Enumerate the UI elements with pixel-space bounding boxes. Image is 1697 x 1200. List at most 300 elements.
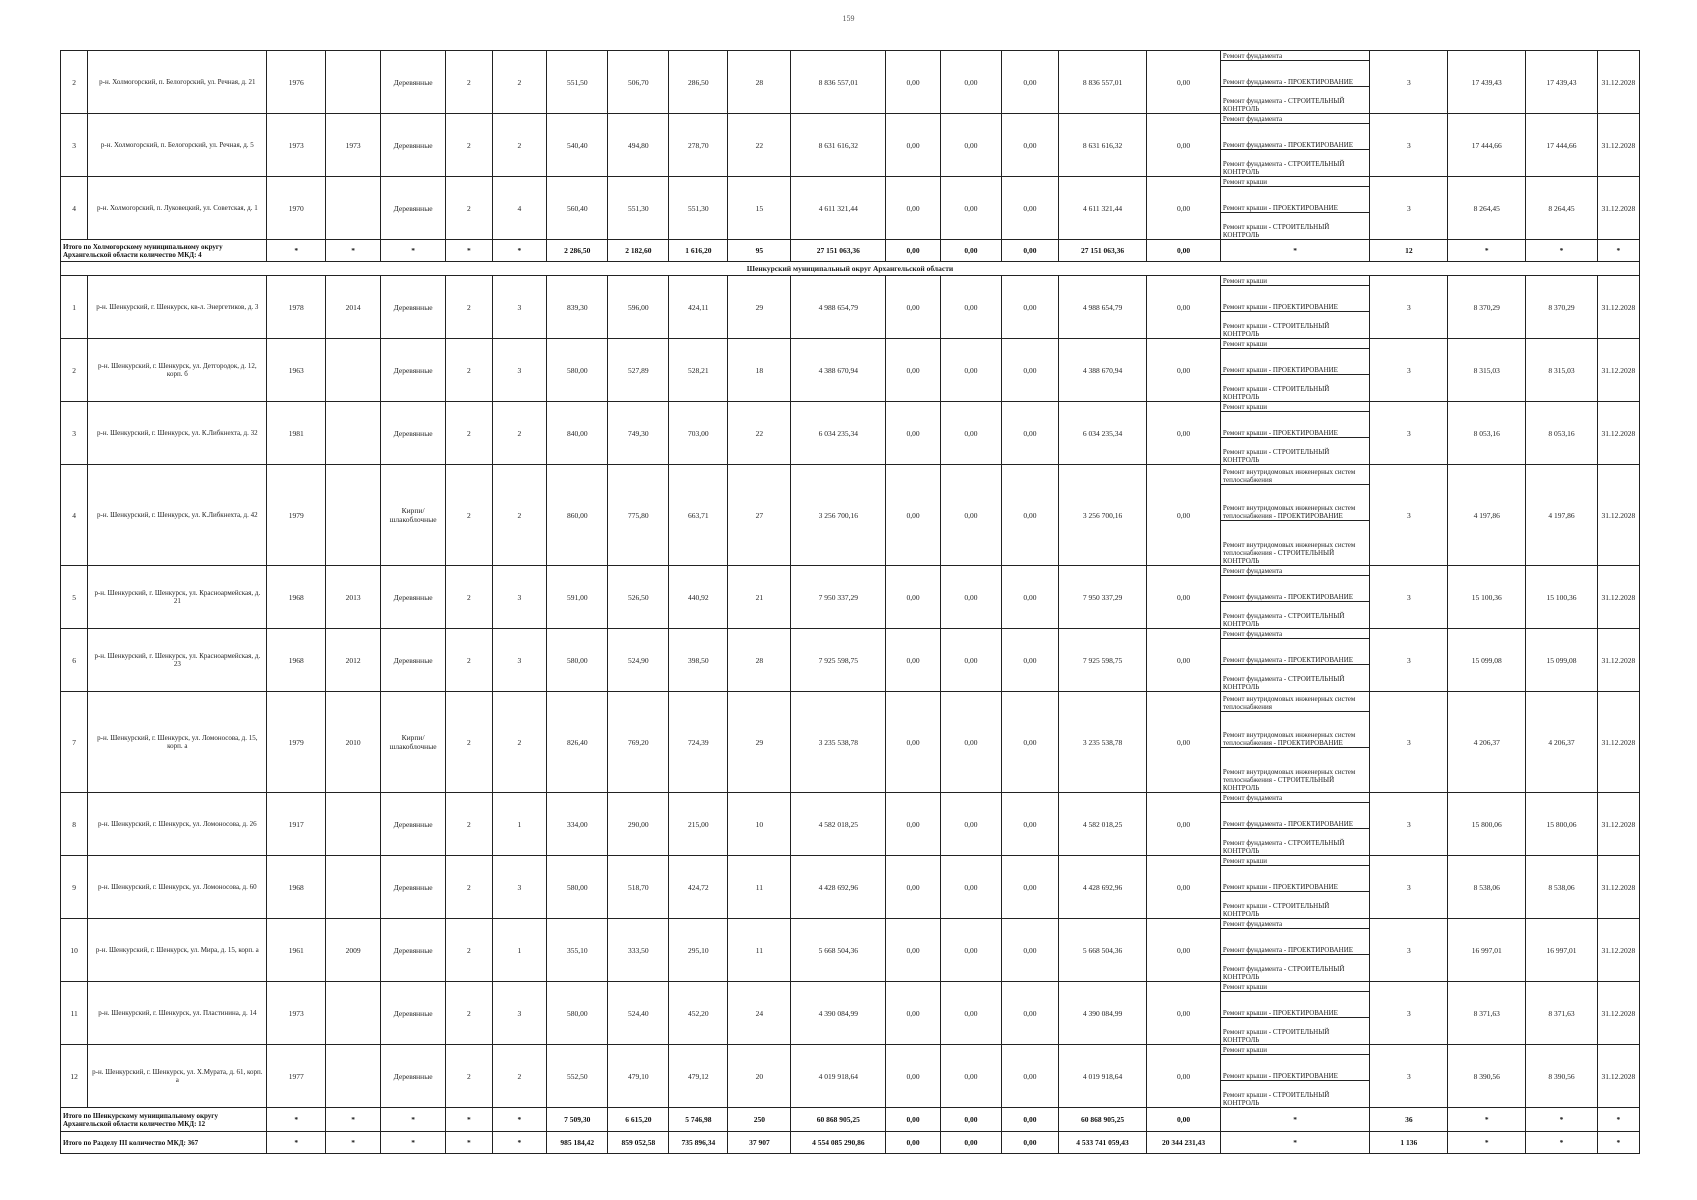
work-item: Ремонт крыши bbox=[1221, 982, 1369, 992]
table-row bbox=[61, 339, 1640, 402]
cell-area-living: 596,00 bbox=[608, 276, 669, 339]
works-list bbox=[1220, 51, 1369, 114]
cell-residents: 28 bbox=[728, 51, 791, 114]
cell-floors: 2 bbox=[446, 465, 492, 566]
total-other: 20 344 231,43 bbox=[1147, 1132, 1221, 1154]
cell-max-cost: 8 053,16 bbox=[1526, 402, 1598, 465]
cell-area-total: 334,00 bbox=[547, 793, 608, 856]
total-row bbox=[61, 1108, 1640, 1132]
cell-area-res: 424,72 bbox=[669, 856, 728, 919]
cell-stage: 3 bbox=[1370, 402, 1448, 465]
total-fund1: 0,00 bbox=[886, 1108, 941, 1132]
cell-address: р-н. Шенкурский, г. Шенкурск, ул. Ломоносова, д. 26 bbox=[88, 793, 267, 856]
cell-area-total: 580,00 bbox=[547, 629, 608, 692]
work-item: Ремонт внутридомовых инженерных систем теплоснабжения - СТРОИТЕЛЬНЫЙ КОНТРОЛЬ bbox=[1222, 541, 1356, 565]
cell-year-built: 1917 bbox=[267, 793, 326, 856]
cell-address: р-н. Шенкурский, г. Шенкурск, ул. Детгородок, д. 12, корп. б bbox=[88, 339, 267, 402]
cell-fund2: 0,00 bbox=[940, 51, 1001, 114]
total-dash: * bbox=[380, 1132, 445, 1154]
cell-fund2: 0,00 bbox=[940, 692, 1001, 793]
cell-wall: Деревянные bbox=[380, 793, 445, 856]
table-row bbox=[61, 793, 1640, 856]
work-item: Ремонт фундамента - ПРОЕКТИРОВАНИЕ bbox=[1221, 803, 1369, 829]
cell-address: р-н. Шенкурский, г. Шенкурск, ул. Пластинина, д. 14 bbox=[88, 982, 267, 1045]
cell-fund3: 0,00 bbox=[1001, 856, 1058, 919]
cell-own: 7 925 598,75 bbox=[1058, 629, 1146, 692]
cell-no: 10 bbox=[61, 919, 88, 982]
cell-own: 4 390 084,99 bbox=[1058, 982, 1146, 1045]
cell-residents: 18 bbox=[728, 339, 791, 402]
cell-cost-total: 8 836 557,01 bbox=[791, 51, 886, 114]
total-dash: * bbox=[1526, 1108, 1598, 1132]
cell-max-cost: 16 997,01 bbox=[1526, 919, 1598, 982]
cell-area-living: 526,50 bbox=[608, 566, 669, 629]
total-dash: * bbox=[446, 240, 492, 262]
cell-year-built: 1976 bbox=[267, 51, 326, 114]
work-item: Ремонт фундамента bbox=[1221, 919, 1369, 929]
cell-wall: Кирпи/шлакоблочные bbox=[380, 465, 445, 566]
cell-cost-total: 4 428 692,96 bbox=[791, 856, 886, 919]
work-item: Ремонт крыши bbox=[1221, 276, 1369, 286]
cell-entrances: 3 bbox=[492, 276, 547, 339]
work-item: Ремонт фундамента bbox=[1221, 629, 1369, 639]
cell-deadline: 31.12.2028 bbox=[1597, 402, 1639, 465]
cell-no: 2 bbox=[61, 339, 88, 402]
cell-stage: 3 bbox=[1370, 856, 1448, 919]
cell-residents: 28 bbox=[728, 629, 791, 692]
cell-year-built: 1979 bbox=[267, 692, 326, 793]
work-item: Ремонт внутридомовых инженерных систем теплоснабжения - СТРОИТЕЛЬНЫЙ КОНТРОЛЬ bbox=[1222, 768, 1356, 792]
cell-no: 5 bbox=[61, 566, 88, 629]
cell-area-total: 540,40 bbox=[547, 114, 608, 177]
cell-address: р-н. Шенкурский, г. Шенкурск, ул. Мира, д. 15, корп. а bbox=[88, 919, 267, 982]
cell-cost-total: 5 668 504,36 bbox=[791, 919, 886, 982]
cell-entrances: 1 bbox=[492, 919, 547, 982]
total-residents: 250 bbox=[728, 1108, 791, 1132]
total-stage: 36 bbox=[1370, 1108, 1448, 1132]
cell-area-res: 479,12 bbox=[669, 1045, 728, 1108]
cell-unit-cost: 8 538,06 bbox=[1448, 856, 1526, 919]
cell-other: 0,00 bbox=[1147, 177, 1221, 240]
cell-unit-cost: 15 099,08 bbox=[1448, 629, 1526, 692]
total-stage: 12 bbox=[1370, 240, 1448, 262]
cell-wall: Деревянные bbox=[380, 402, 445, 465]
table-body bbox=[61, 51, 1640, 1154]
total-row bbox=[61, 240, 1640, 262]
cell-entrances: 2 bbox=[492, 402, 547, 465]
cell-year-repair bbox=[326, 982, 381, 1045]
total-area-res: 735 896,34 bbox=[669, 1132, 728, 1154]
cell-area-total: 580,00 bbox=[547, 856, 608, 919]
work-item: Ремонт крыши bbox=[1221, 1045, 1369, 1055]
work-item: Ремонт крыши bbox=[1221, 402, 1369, 412]
cell-area-total: 355,10 bbox=[547, 919, 608, 982]
cell-area-living: 527,89 bbox=[608, 339, 669, 402]
cell-fund2: 0,00 bbox=[940, 465, 1001, 566]
cell-area-living: 479,10 bbox=[608, 1045, 669, 1108]
works-list bbox=[1220, 856, 1369, 919]
total-dash: * bbox=[380, 1108, 445, 1132]
cell-residents: 27 bbox=[728, 465, 791, 566]
cell-area-res: 398,50 bbox=[669, 629, 728, 692]
cell-wall: Деревянные bbox=[380, 339, 445, 402]
works-list bbox=[1220, 114, 1369, 177]
work-item: Ремонт фундамента - СТРОИТЕЛЬНЫЙ КОНТРОЛЬ bbox=[1222, 965, 1345, 981]
works-list bbox=[1220, 1045, 1369, 1108]
total-own: 4 533 741 059,43 bbox=[1058, 1132, 1146, 1154]
total-dash: * bbox=[380, 240, 445, 262]
cell-area-total: 551,50 bbox=[547, 51, 608, 114]
cell-no: 6 bbox=[61, 629, 88, 692]
total-own: 27 151 063,36 bbox=[1058, 240, 1146, 262]
district-name: Шенкурский муниципальный округ Архангельской области bbox=[61, 262, 1640, 276]
work-item: Ремонт фундамента - ПРОЕКТИРОВАНИЕ bbox=[1221, 929, 1369, 955]
cell-fund3: 0,00 bbox=[1001, 114, 1058, 177]
cell-own: 3 235 538,78 bbox=[1058, 692, 1146, 793]
cell-cost-total: 7 925 598,75 bbox=[791, 629, 886, 692]
work-item: Ремонт фундамента - СТРОИТЕЛЬНЫЙ КОНТРОЛЬ bbox=[1222, 97, 1345, 113]
cell-fund2: 0,00 bbox=[940, 402, 1001, 465]
cell-year-built: 1981 bbox=[267, 402, 326, 465]
cell-fund1: 0,00 bbox=[886, 692, 941, 793]
cell-address: р-н. Шенкурский, г. Шенкурск, ул. К.Либкнехта, д. 32 bbox=[88, 402, 267, 465]
works-list bbox=[1220, 982, 1369, 1045]
cell-residents: 29 bbox=[728, 276, 791, 339]
cell-deadline: 31.12.2028 bbox=[1597, 793, 1639, 856]
cell-max-cost: 8 538,06 bbox=[1526, 856, 1598, 919]
cell-other: 0,00 bbox=[1147, 919, 1221, 982]
cell-wall: Деревянные bbox=[380, 114, 445, 177]
table-row bbox=[61, 1045, 1640, 1108]
works-list bbox=[1220, 793, 1369, 856]
cell-wall: Деревянные bbox=[380, 51, 445, 114]
cell-area-total: 860,00 bbox=[547, 465, 608, 566]
cell-fund3: 0,00 bbox=[1001, 51, 1058, 114]
cell-max-cost: 8 264,45 bbox=[1526, 177, 1598, 240]
cell-deadline: 31.12.2028 bbox=[1597, 982, 1639, 1045]
cell-other: 0,00 bbox=[1147, 793, 1221, 856]
cell-wall: Деревянные bbox=[380, 919, 445, 982]
cell-cost-total: 4 611 321,44 bbox=[791, 177, 886, 240]
cell-max-cost: 15 800,06 bbox=[1526, 793, 1598, 856]
cell-floors: 2 bbox=[446, 114, 492, 177]
cell-cost-total: 6 034 235,34 bbox=[791, 402, 886, 465]
cell-deadline: 31.12.2028 bbox=[1597, 339, 1639, 402]
works-list bbox=[1220, 402, 1369, 465]
cell-area-res: 286,50 bbox=[669, 51, 728, 114]
cell-year-repair bbox=[326, 465, 381, 566]
cell-other: 0,00 bbox=[1147, 692, 1221, 793]
cell-fund3: 0,00 bbox=[1001, 465, 1058, 566]
cell-floors: 2 bbox=[446, 692, 492, 793]
cell-max-cost: 17 439,43 bbox=[1526, 51, 1598, 114]
cell-no: 3 bbox=[61, 402, 88, 465]
cell-fund2: 0,00 bbox=[940, 114, 1001, 177]
cell-area-total: 591,00 bbox=[547, 566, 608, 629]
cell-deadline: 31.12.2028 bbox=[1597, 1045, 1639, 1108]
cell-entrances: 2 bbox=[492, 51, 547, 114]
cell-floors: 2 bbox=[446, 402, 492, 465]
cell-area-res: 424,11 bbox=[669, 276, 728, 339]
cell-year-built: 1973 bbox=[267, 982, 326, 1045]
table-row bbox=[61, 856, 1640, 919]
total-dash: * bbox=[326, 1108, 381, 1132]
total-dash: * bbox=[1220, 240, 1369, 262]
cell-wall: Деревянные bbox=[380, 276, 445, 339]
cell-area-res: 440,92 bbox=[669, 566, 728, 629]
cell-fund2: 0,00 bbox=[940, 276, 1001, 339]
cell-year-built: 1968 bbox=[267, 629, 326, 692]
total-area-living: 2 182,60 bbox=[608, 240, 669, 262]
cell-fund3: 0,00 bbox=[1001, 1045, 1058, 1108]
cell-area-living: 506,70 bbox=[608, 51, 669, 114]
cell-year-built: 1963 bbox=[267, 339, 326, 402]
total-residents: 95 bbox=[728, 240, 791, 262]
cell-fund2: 0,00 bbox=[940, 1045, 1001, 1108]
cell-area-res: 452,20 bbox=[669, 982, 728, 1045]
cell-floors: 2 bbox=[446, 1045, 492, 1108]
cell-floors: 2 bbox=[446, 177, 492, 240]
cell-fund3: 0,00 bbox=[1001, 793, 1058, 856]
cell-unit-cost: 8 371,63 bbox=[1448, 982, 1526, 1045]
cell-year-built: 1979 bbox=[267, 465, 326, 566]
work-item: Ремонт внутридомовых инженерных систем теплоснабжения - ПРОЕКТИРОВАНИЕ bbox=[1221, 485, 1369, 521]
work-item: Ремонт фундамента - СТРОИТЕЛЬНЫЙ КОНТРОЛЬ bbox=[1222, 612, 1345, 628]
total-area-living: 6 615,20 bbox=[608, 1108, 669, 1132]
cell-other: 0,00 bbox=[1147, 566, 1221, 629]
cell-wall: Деревянные bbox=[380, 629, 445, 692]
cell-address: р-н. Шенкурский, г. Шенкурск, кв-л. Энергетиков, д. 3 bbox=[88, 276, 267, 339]
cell-stage: 3 bbox=[1370, 793, 1448, 856]
cell-unit-cost: 16 997,01 bbox=[1448, 919, 1526, 982]
table-row bbox=[61, 465, 1640, 566]
cell-no: 7 bbox=[61, 692, 88, 793]
cell-fund2: 0,00 bbox=[940, 339, 1001, 402]
total-dash: * bbox=[492, 1108, 547, 1132]
cell-area-res: 278,70 bbox=[669, 114, 728, 177]
cell-residents: 22 bbox=[728, 114, 791, 177]
total-dash: * bbox=[267, 1132, 326, 1154]
work-item: Ремонт крыши - ПРОЕКТИРОВАНИЕ bbox=[1221, 992, 1369, 1018]
cell-stage: 3 bbox=[1370, 566, 1448, 629]
cell-unit-cost: 15 800,06 bbox=[1448, 793, 1526, 856]
cell-year-built: 1970 bbox=[267, 177, 326, 240]
cell-max-cost: 4 197,86 bbox=[1526, 465, 1598, 566]
cell-area-living: 333,50 bbox=[608, 919, 669, 982]
cell-other: 0,00 bbox=[1147, 402, 1221, 465]
table-row bbox=[61, 982, 1640, 1045]
cell-other: 0,00 bbox=[1147, 856, 1221, 919]
cell-residents: 21 bbox=[728, 566, 791, 629]
cell-fund3: 0,00 bbox=[1001, 692, 1058, 793]
works-list bbox=[1220, 339, 1369, 402]
cell-floors: 2 bbox=[446, 276, 492, 339]
cell-unit-cost: 4 197,86 bbox=[1448, 465, 1526, 566]
cell-no: 4 bbox=[61, 465, 88, 566]
work-item: Ремонт крыши - СТРОИТЕЛЬНЫЙ КОНТРОЛЬ bbox=[1222, 902, 1330, 918]
cell-own: 4 388 670,94 bbox=[1058, 339, 1146, 402]
cell-unit-cost: 8 053,16 bbox=[1448, 402, 1526, 465]
cell-no: 8 bbox=[61, 793, 88, 856]
cell-own: 8 631 616,32 bbox=[1058, 114, 1146, 177]
cell-fund2: 0,00 bbox=[940, 982, 1001, 1045]
cell-other: 0,00 bbox=[1147, 276, 1221, 339]
cell-unit-cost: 4 206,37 bbox=[1448, 692, 1526, 793]
cell-entrances: 4 bbox=[492, 177, 547, 240]
cell-area-living: 524,40 bbox=[608, 982, 669, 1045]
cell-cost-total: 4 019 918,64 bbox=[791, 1045, 886, 1108]
cell-address: р-н. Холмогорский, п. Белогорский, ул. Речная, д. 21 bbox=[88, 51, 267, 114]
cell-fund1: 0,00 bbox=[886, 919, 941, 982]
work-item: Ремонт фундамента bbox=[1221, 793, 1369, 803]
cell-fund1: 0,00 bbox=[886, 629, 941, 692]
cell-wall: Деревянные bbox=[380, 982, 445, 1045]
cell-stage: 3 bbox=[1370, 629, 1448, 692]
total-dash: * bbox=[326, 240, 381, 262]
cell-entrances: 3 bbox=[492, 982, 547, 1045]
work-item: Ремонт крыши bbox=[1221, 177, 1369, 187]
cell-area-total: 580,00 bbox=[547, 982, 608, 1045]
cell-fund3: 0,00 bbox=[1001, 276, 1058, 339]
cell-max-cost: 8 370,29 bbox=[1526, 276, 1598, 339]
cell-address: р-н. Шенкурский, г. Шенкурск, ул. Х.Мурата, д. 61, корп. а bbox=[88, 1045, 267, 1108]
cell-area-living: 769,20 bbox=[608, 692, 669, 793]
cell-residents: 11 bbox=[728, 919, 791, 982]
cell-year-built: 1968 bbox=[267, 566, 326, 629]
cell-stage: 3 bbox=[1370, 1045, 1448, 1108]
cell-entrances: 1 bbox=[492, 793, 547, 856]
cell-stage: 3 bbox=[1370, 114, 1448, 177]
cell-stage: 3 bbox=[1370, 919, 1448, 982]
works-list bbox=[1220, 919, 1369, 982]
cell-residents: 15 bbox=[728, 177, 791, 240]
cell-area-living: 749,30 bbox=[608, 402, 669, 465]
cell-no: 9 bbox=[61, 856, 88, 919]
cell-area-living: 290,00 bbox=[608, 793, 669, 856]
cell-area-res: 528,21 bbox=[669, 339, 728, 402]
work-item: Ремонт фундамента - ПРОЕКТИРОВАНИЕ bbox=[1221, 639, 1369, 665]
total-area-living: 859 052,58 bbox=[608, 1132, 669, 1154]
cell-fund1: 0,00 bbox=[886, 276, 941, 339]
cell-cost-total: 8 631 616,32 bbox=[791, 114, 886, 177]
cell-floors: 2 bbox=[446, 629, 492, 692]
cell-no: 3 bbox=[61, 114, 88, 177]
cell-other: 0,00 bbox=[1147, 339, 1221, 402]
total-area-total: 2 286,50 bbox=[547, 240, 608, 262]
cell-deadline: 31.12.2028 bbox=[1597, 114, 1639, 177]
cell-max-cost: 15 099,08 bbox=[1526, 629, 1598, 692]
cell-deadline: 31.12.2028 bbox=[1597, 856, 1639, 919]
cell-year-repair: 2012 bbox=[326, 629, 381, 692]
total-own: 60 868 905,25 bbox=[1058, 1108, 1146, 1132]
cell-year-repair bbox=[326, 177, 381, 240]
total-dash: * bbox=[1526, 1132, 1598, 1154]
cell-wall: Деревянные bbox=[380, 177, 445, 240]
cell-wall: Деревянные bbox=[380, 1045, 445, 1108]
total-cost-total: 4 554 085 290,86 bbox=[791, 1132, 886, 1154]
district-header-row bbox=[61, 262, 1640, 276]
cell-deadline: 31.12.2028 bbox=[1597, 566, 1639, 629]
cell-no: 11 bbox=[61, 982, 88, 1045]
cell-unit-cost: 8 315,03 bbox=[1448, 339, 1526, 402]
total-area-res: 1 616,20 bbox=[669, 240, 728, 262]
total-dash: * bbox=[446, 1108, 492, 1132]
cell-deadline: 31.12.2028 bbox=[1597, 177, 1639, 240]
cell-deadline: 31.12.2028 bbox=[1597, 692, 1639, 793]
cell-fund3: 0,00 bbox=[1001, 629, 1058, 692]
cell-floors: 2 bbox=[446, 566, 492, 629]
total-area-total: 7 509,30 bbox=[547, 1108, 608, 1132]
cell-year-repair: 2009 bbox=[326, 919, 381, 982]
cell-year-built: 1978 bbox=[267, 276, 326, 339]
cell-area-res: 663,71 bbox=[669, 465, 728, 566]
cell-other: 0,00 bbox=[1147, 1045, 1221, 1108]
repair-program-table bbox=[60, 50, 1640, 1154]
cell-residents: 22 bbox=[728, 402, 791, 465]
table-row bbox=[61, 692, 1640, 793]
total-area-total: 985 184,42 bbox=[547, 1132, 608, 1154]
table-row bbox=[61, 177, 1640, 240]
work-item: Ремонт фундамента - ПРОЕКТИРОВАНИЕ bbox=[1221, 124, 1369, 150]
total-fund2: 0,00 bbox=[940, 1108, 1001, 1132]
cell-entrances: 3 bbox=[492, 629, 547, 692]
works-list bbox=[1220, 629, 1369, 692]
cell-own: 4 019 918,64 bbox=[1058, 1045, 1146, 1108]
cell-own: 5 668 504,36 bbox=[1058, 919, 1146, 982]
cell-address: р-н. Холмогорский, п. Луковецкий, ул. Советская, д. 1 bbox=[88, 177, 267, 240]
total-dash: * bbox=[326, 1132, 381, 1154]
cell-fund2: 0,00 bbox=[940, 793, 1001, 856]
cell-entrances: 2 bbox=[492, 1045, 547, 1108]
cell-fund1: 0,00 bbox=[886, 465, 941, 566]
total-dash: * bbox=[492, 240, 547, 262]
cell-entrances: 3 bbox=[492, 856, 547, 919]
cell-residents: 11 bbox=[728, 856, 791, 919]
work-item: Ремонт фундамента bbox=[1221, 51, 1369, 61]
total-area-res: 5 746,98 bbox=[669, 1108, 728, 1132]
work-item: Ремонт крыши - ПРОЕКТИРОВАНИЕ bbox=[1221, 412, 1369, 438]
cell-own: 4 611 321,44 bbox=[1058, 177, 1146, 240]
total-dash: * bbox=[1220, 1132, 1369, 1154]
cell-fund1: 0,00 bbox=[886, 402, 941, 465]
cell-year-repair bbox=[326, 1045, 381, 1108]
cell-stage: 3 bbox=[1370, 177, 1448, 240]
cell-max-cost: 15 100,36 bbox=[1526, 566, 1598, 629]
cell-wall: Кирпи/шлакоблочные bbox=[380, 692, 445, 793]
cell-area-res: 724,39 bbox=[669, 692, 728, 793]
work-item: Ремонт крыши - ПРОЕКТИРОВАНИЕ bbox=[1221, 286, 1369, 312]
cell-area-total: 552,50 bbox=[547, 1045, 608, 1108]
work-item: Ремонт крыши - ПРОЕКТИРОВАНИЕ bbox=[1221, 349, 1369, 375]
cell-area-living: 494,80 bbox=[608, 114, 669, 177]
cell-fund1: 0,00 bbox=[886, 114, 941, 177]
total-cost-total: 27 151 063,36 bbox=[791, 240, 886, 262]
cell-unit-cost: 15 100,36 bbox=[1448, 566, 1526, 629]
cell-area-res: 295,10 bbox=[669, 919, 728, 982]
total-dash: * bbox=[267, 240, 326, 262]
cell-year-repair: 2010 bbox=[326, 692, 381, 793]
cell-deadline: 31.12.2028 bbox=[1597, 465, 1639, 566]
cell-residents: 20 bbox=[728, 1045, 791, 1108]
cell-cost-total: 3 256 700,16 bbox=[791, 465, 886, 566]
total-dash: * bbox=[267, 1108, 326, 1132]
table-row bbox=[61, 114, 1640, 177]
cell-deadline: 31.12.2028 bbox=[1597, 629, 1639, 692]
work-item: Ремонт крыши - СТРОИТЕЛЬНЫЙ КОНТРОЛЬ bbox=[1222, 1091, 1330, 1107]
cell-own: 6 034 235,34 bbox=[1058, 402, 1146, 465]
cell-floors: 2 bbox=[446, 856, 492, 919]
total-label: Итого по Шенкурскому муниципальному округу Архангельской области количество МКД: 12 bbox=[61, 1108, 267, 1132]
